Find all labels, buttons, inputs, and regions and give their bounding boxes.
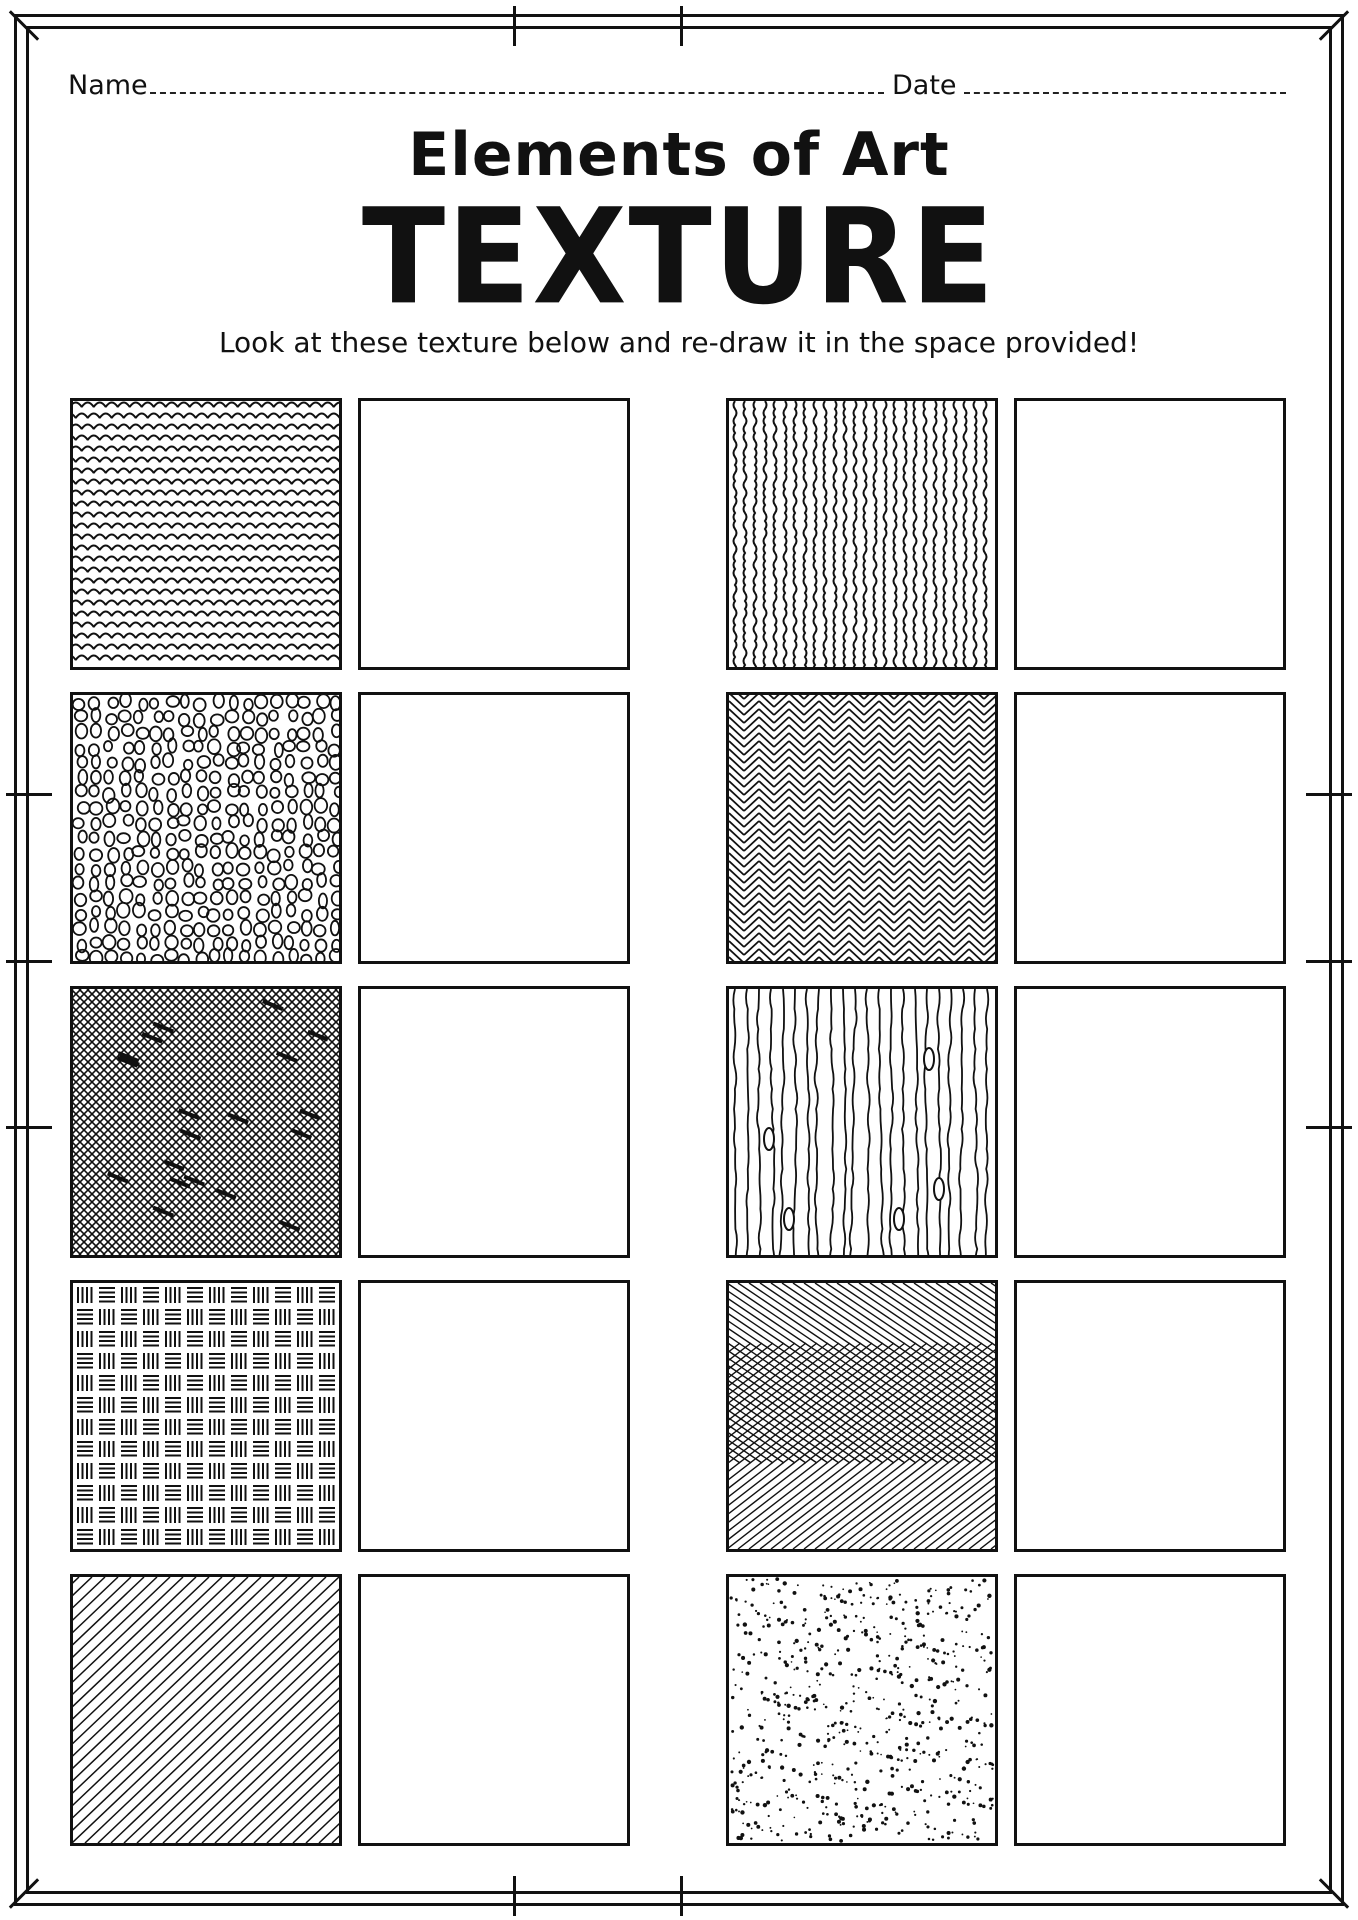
- drawing-box[interactable]: [358, 398, 630, 670]
- herringbone-texture-icon: [726, 692, 998, 964]
- crosshatch-texture-icon: [70, 986, 342, 1258]
- basket-weave-texture-icon: [70, 1280, 342, 1552]
- drawing-box[interactable]: [1014, 986, 1286, 1258]
- instructions: Look at these texture below and re-draw it in the space provided!: [218, 326, 1140, 359]
- drawing-box[interactable]: [1014, 1280, 1286, 1552]
- name-label: Name: [68, 70, 148, 101]
- date-field[interactable]: [964, 92, 1286, 94]
- tick-mark: [513, 6, 516, 46]
- fine-crosshatch-texture-icon: [726, 1280, 998, 1552]
- drawing-box[interactable]: [358, 1574, 630, 1846]
- tick-mark: [1306, 1126, 1352, 1129]
- tick-mark: [1306, 793, 1352, 796]
- tick-mark: [680, 1876, 683, 1916]
- date-label: Date: [892, 70, 957, 101]
- scales-texture-icon: [70, 398, 342, 670]
- wood-grain-texture-icon: [726, 986, 998, 1258]
- drawing-box[interactable]: [1014, 398, 1286, 670]
- page-subtitle: Elements of Art: [408, 120, 950, 190]
- drawing-box[interactable]: [358, 986, 630, 1258]
- circles-texture-icon: [70, 692, 342, 964]
- tick-mark: [6, 1126, 52, 1129]
- tick-mark: [513, 1876, 516, 1916]
- tick-mark: [680, 6, 683, 46]
- tick-mark: [6, 960, 52, 963]
- stipple-dots-texture-icon: [726, 1574, 998, 1846]
- drawing-box[interactable]: [358, 1280, 630, 1552]
- wavy-lines-texture-icon: [726, 398, 998, 670]
- page-title: TEXTURE: [361, 180, 997, 334]
- tick-mark: [6, 793, 52, 796]
- tick-mark: [1306, 960, 1352, 963]
- drawing-box[interactable]: [1014, 1574, 1286, 1846]
- diagonal-lines-texture-icon: [70, 1574, 342, 1846]
- drawing-box[interactable]: [358, 692, 630, 964]
- drawing-box[interactable]: [1014, 692, 1286, 964]
- name-field[interactable]: [150, 92, 884, 94]
